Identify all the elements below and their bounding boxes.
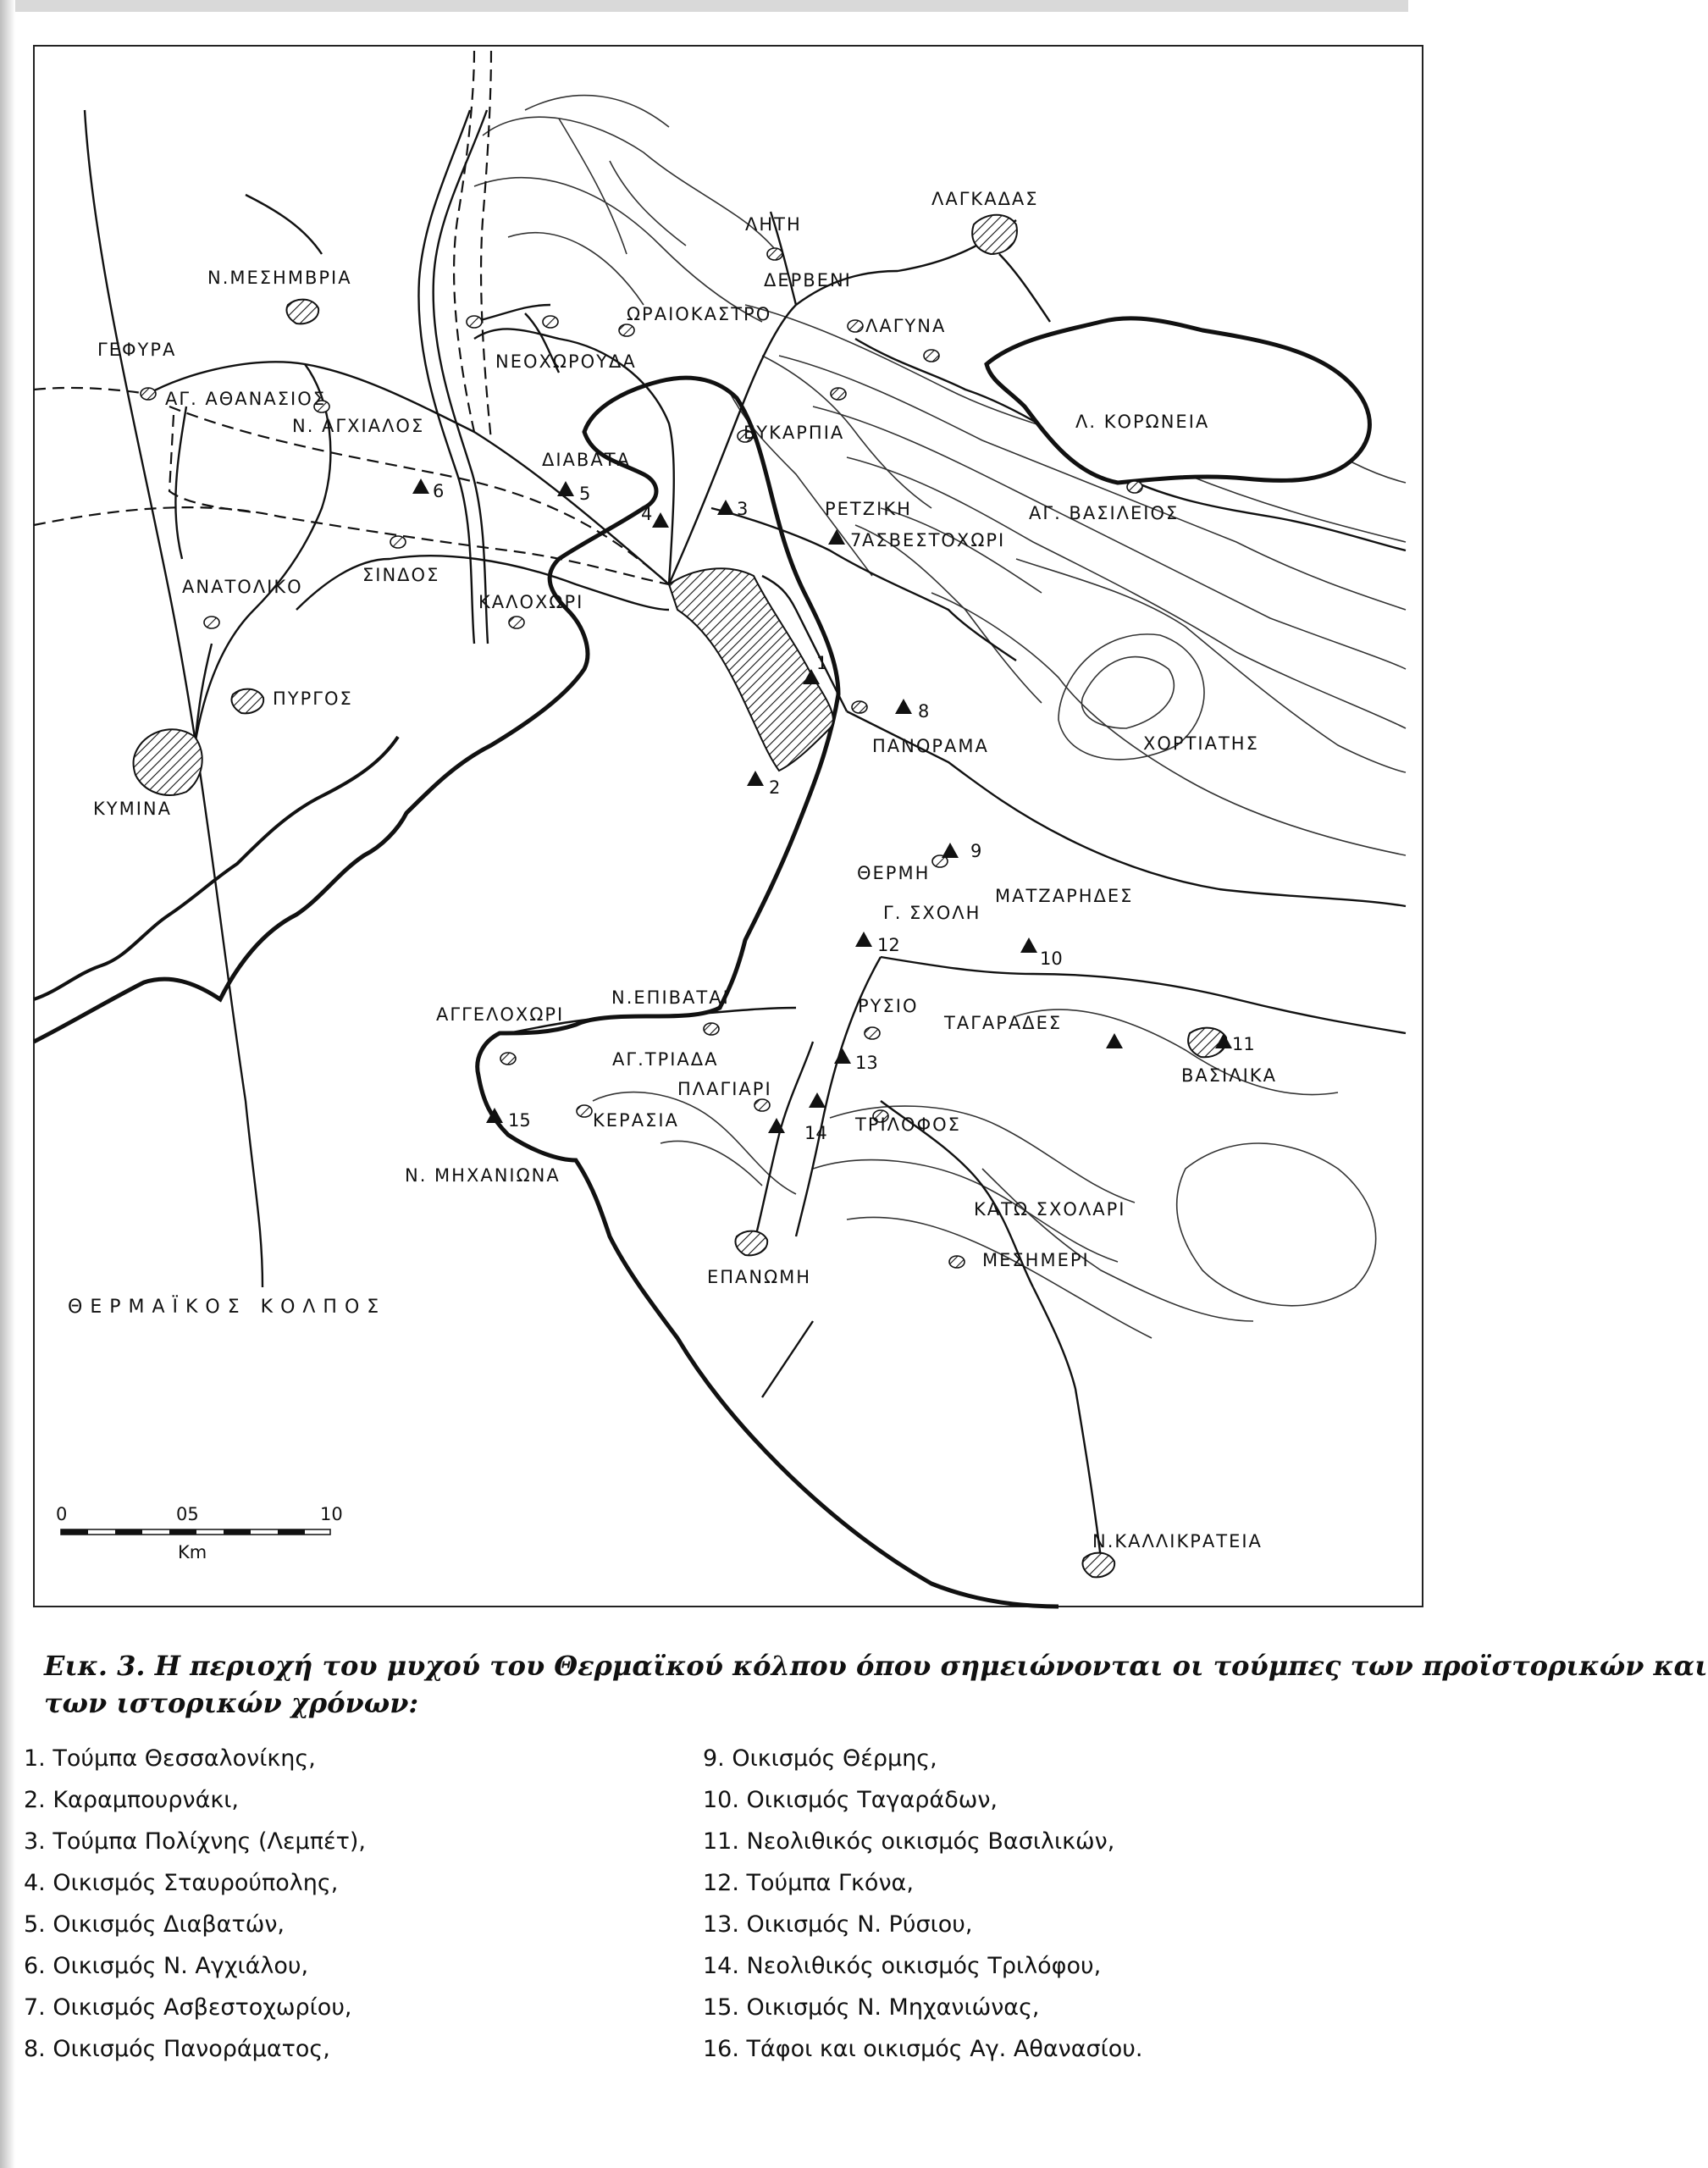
legend-item: 12. Τούμπα Γκόνα, [703,1870,914,1896]
village-marker [467,316,482,328]
label-lite: ΛΗΤΗ [745,214,802,235]
site-marker [1106,1033,1123,1048]
site-marker [1020,937,1063,969]
label-ag-athanasios: ΑΓ. ΑΘΑΝΑΣΙΟΣ [165,389,327,409]
caption-line-1: Εικ. 3. Η περιοχή του μυχού του Θερμαϊκού κόλπου όπου σημειώνονται οι τούμπες των προϊστορικών και [44,1650,1708,1682]
legend-item: 6. Οικισμός Ν. Αγχιάλου, [24,1953,309,1979]
village-marker [767,248,782,260]
label-trilofos: ΤΡΙΛΟΦΟΣ [855,1114,961,1135]
legend-item: 8. Οικισμός Πανοράματος, [24,2036,330,2062]
scale-bar [56,1504,343,1562]
village-marker [755,1099,770,1111]
village-marker [500,1053,516,1065]
village-marker [141,388,156,400]
site-marker [747,771,780,798]
coastline [34,378,1059,1607]
label-tagarades: ΤΑΓΑΡΑΔΕΣ [944,1013,1063,1033]
legend-item: 9. Οικισμός Θέρμης, [703,1745,937,1772]
legend-left-column [24,1738,366,2070]
label-n-kallikrateia: Ν.ΚΑΛΛΙΚΡΑΤΕΙΑ [1092,1531,1263,1551]
lake-koroneia [987,318,1369,483]
site-marker [942,841,981,861]
village-marker [204,617,219,628]
label-lagyna: ΛΑΓΥΝΑ [865,316,947,336]
site-number: 12 [877,935,900,955]
label-kalochori: ΚΑΛΟΧΩΡΙ [478,592,584,612]
legend-item: 15. Οικισμός Ν. Μηχανιώνας, [703,1994,1040,2021]
coastline-left-spit [34,737,398,999]
site-number: 11 [1232,1034,1255,1054]
label-rysio: ΡΥΣΙΟ [858,996,919,1016]
caption-line-2: των ιστορικών χρόνων: [44,1687,419,1719]
village-marker [509,617,524,628]
label-asvestochori: ΑΣΒΕΣΤΟΧΩΡΙ [862,530,1006,550]
site-number: 8 [918,701,930,722]
village-marker [619,324,634,336]
site-number: 5 [579,484,591,504]
site-number: 2 [769,777,781,798]
site-number: 15 [508,1110,531,1131]
village-marker [848,320,863,332]
site-marker [486,1108,531,1131]
scale-unit: Km [178,1542,207,1562]
label-ag-triada: ΑΓ.ΤΡΙΑΔΑ [612,1049,719,1070]
label-mesimeri: ΜΕΣΗΜΕΡΙ [982,1250,1090,1270]
epanomi-area [735,1231,767,1256]
scale-tick-10: 10 [320,1504,343,1524]
site-marker [768,1092,827,1143]
legend-item: 3. Τούμπα Πολίχνης (Λεμπέτ), [24,1828,366,1855]
figure-caption [44,1647,1708,1722]
site-number: 6 [433,481,445,501]
label-kerasia: ΚΕΡΑΣΙΑ [593,1110,679,1131]
label-panorama: ΠΑΝΟΡΑΜΑ [872,736,989,756]
village-marker [577,1105,592,1117]
site-number: 3 [737,499,749,519]
label-sindos: ΣΙΝΔΟΣ [362,565,440,585]
label-chortiatis: ΧΟΡΤΙΑΤΗΣ [1143,733,1259,754]
label-n-mesimvria: Ν.ΜΕΣΗΜΒΡΙΑ [207,268,352,288]
label-n-michaniona: Ν. ΜΗΧΑΝΙΩΝΑ [405,1165,561,1186]
site-markers [412,478,1255,1143]
n-kallikrateia-area [1082,1553,1114,1578]
scale-tick-05: 05 [176,1504,199,1524]
label-neochorouda: ΝΕΟΧΩΡΟΥΔΑ [495,351,637,372]
label-g-scholi: Γ. ΣΧΟΛΗ [883,903,981,923]
village-marker [390,536,406,548]
legend-item: 11. Νεολιθικός οικισμός Βασιλικών, [703,1828,1115,1855]
label-aggelochori: ΑΓΓΕΛΟΧΩΡΙ [436,1004,565,1025]
site-marker [557,481,590,504]
village-marker [924,350,939,362]
label-kato-scholari: ΚΑΤΩ ΣΧΟΛΑΡΙ [974,1199,1126,1220]
legend-item: 2. Καραμπουρνάκι, [24,1787,240,1813]
label-diavata: ΔΙΑΒΑΤΑ [542,450,631,470]
site-number: 14 [804,1123,827,1143]
label-retziki: ΡΕΤΖΙΚΗ [825,499,912,519]
label-vasilika: ΒΑΣΙΛΙΚΑ [1181,1065,1277,1086]
label-thermi: ΘΕΡΜΗ [857,863,931,883]
site-marker [855,932,900,955]
label-gefyra: ΓΕΦΥΡΑ [97,340,177,360]
site-marker [717,499,748,519]
label-pyrgos: ΠΥΡΓΟΣ [273,689,353,709]
village-marker [1127,481,1142,493]
site-number: 7 [850,530,862,550]
label-matzarides: ΜΑΤΖΑΡΗΔΕΣ [995,886,1134,906]
label-ag-vasileios: ΑΓ. ΒΑΣΙΛΕΙΟΣ [1029,503,1180,523]
site-number: 4 [641,504,653,524]
legend-item: 10. Οικισμός Ταγαράδων, [703,1787,998,1813]
legend-item: 16. Τάφοι και οικισμός Αγ. Αθανασίου. [703,2036,1143,2062]
village-marker [852,701,867,713]
label-plagiari: ΠΛΑΓΙΑΡΙ [677,1079,772,1099]
village-marker [831,388,846,400]
contour-lines [474,96,1406,1338]
label-oraiokastro: ΩΡΑΙΟΚΑΣΤΡΟ [627,304,772,324]
label-epanomi: ΕΠΑΝΩΜΗ [707,1267,812,1287]
site-number: 1 [816,653,828,673]
legend-item: 1. Τούμπα Θεσσαλονίκης, [24,1745,316,1772]
site-marker [895,699,929,722]
village-marker [704,1023,719,1035]
site-number: 10 [1040,948,1063,969]
legend-item: 13. Οικισμός Ν. Ρύσιου, [703,1911,973,1938]
label-koroneia: Λ. ΚΟΡΩΝΕΙΑ [1075,412,1210,432]
legend-item: 4. Οικισμός Σταυρούπολης, [24,1870,339,1896]
label-n-epivates: Ν.ΕΠΙΒΑΤΑΙ [611,987,730,1008]
site-number: 9 [970,841,982,861]
site-marker [641,504,669,528]
n-mesimvria-area [286,300,318,324]
pyrgos-area [231,689,263,714]
village-marker [543,316,558,328]
site-marker [412,478,444,501]
legend-right-column [703,1738,1143,2070]
legend-item: 7. Οικισμός Ασβεστοχωρίου, [24,1994,352,2021]
label-kymina: ΚΥΜΙΝΑ [93,799,172,819]
site-marker [834,1048,878,1073]
label-anatoliko: ΑΝΑΤΟΛΙΚΟ [182,577,303,597]
kymina-area [134,729,202,795]
scale-tick-0: 0 [56,1504,68,1524]
legend-item: 14. Νεολιθικός οικισμός Τριλόφου, [703,1953,1102,1979]
lagkadas-area [972,215,1017,254]
label-derveni: ΔΕΡΒΕΝΙ [764,270,852,290]
label-lagkadas: ΛΑΓΚΑΔΑΣ [931,189,1039,209]
village-marker [949,1256,965,1268]
site-number: 13 [855,1053,878,1073]
label-n-agchialos: Ν. ΑΓΧΙΑΛΟΣ [292,416,425,436]
label-efkarpia: ΕΥΚΑΡΠΙΑ [743,423,845,443]
legend-item: 5. Οικισμός Διαβατών, [24,1911,285,1938]
label-thermaikos-kolpos: ΘΕΡΜΑΪΚΟΣ ΚΟΛΠΟΣ [68,1297,387,1318]
village-marker [865,1027,880,1039]
